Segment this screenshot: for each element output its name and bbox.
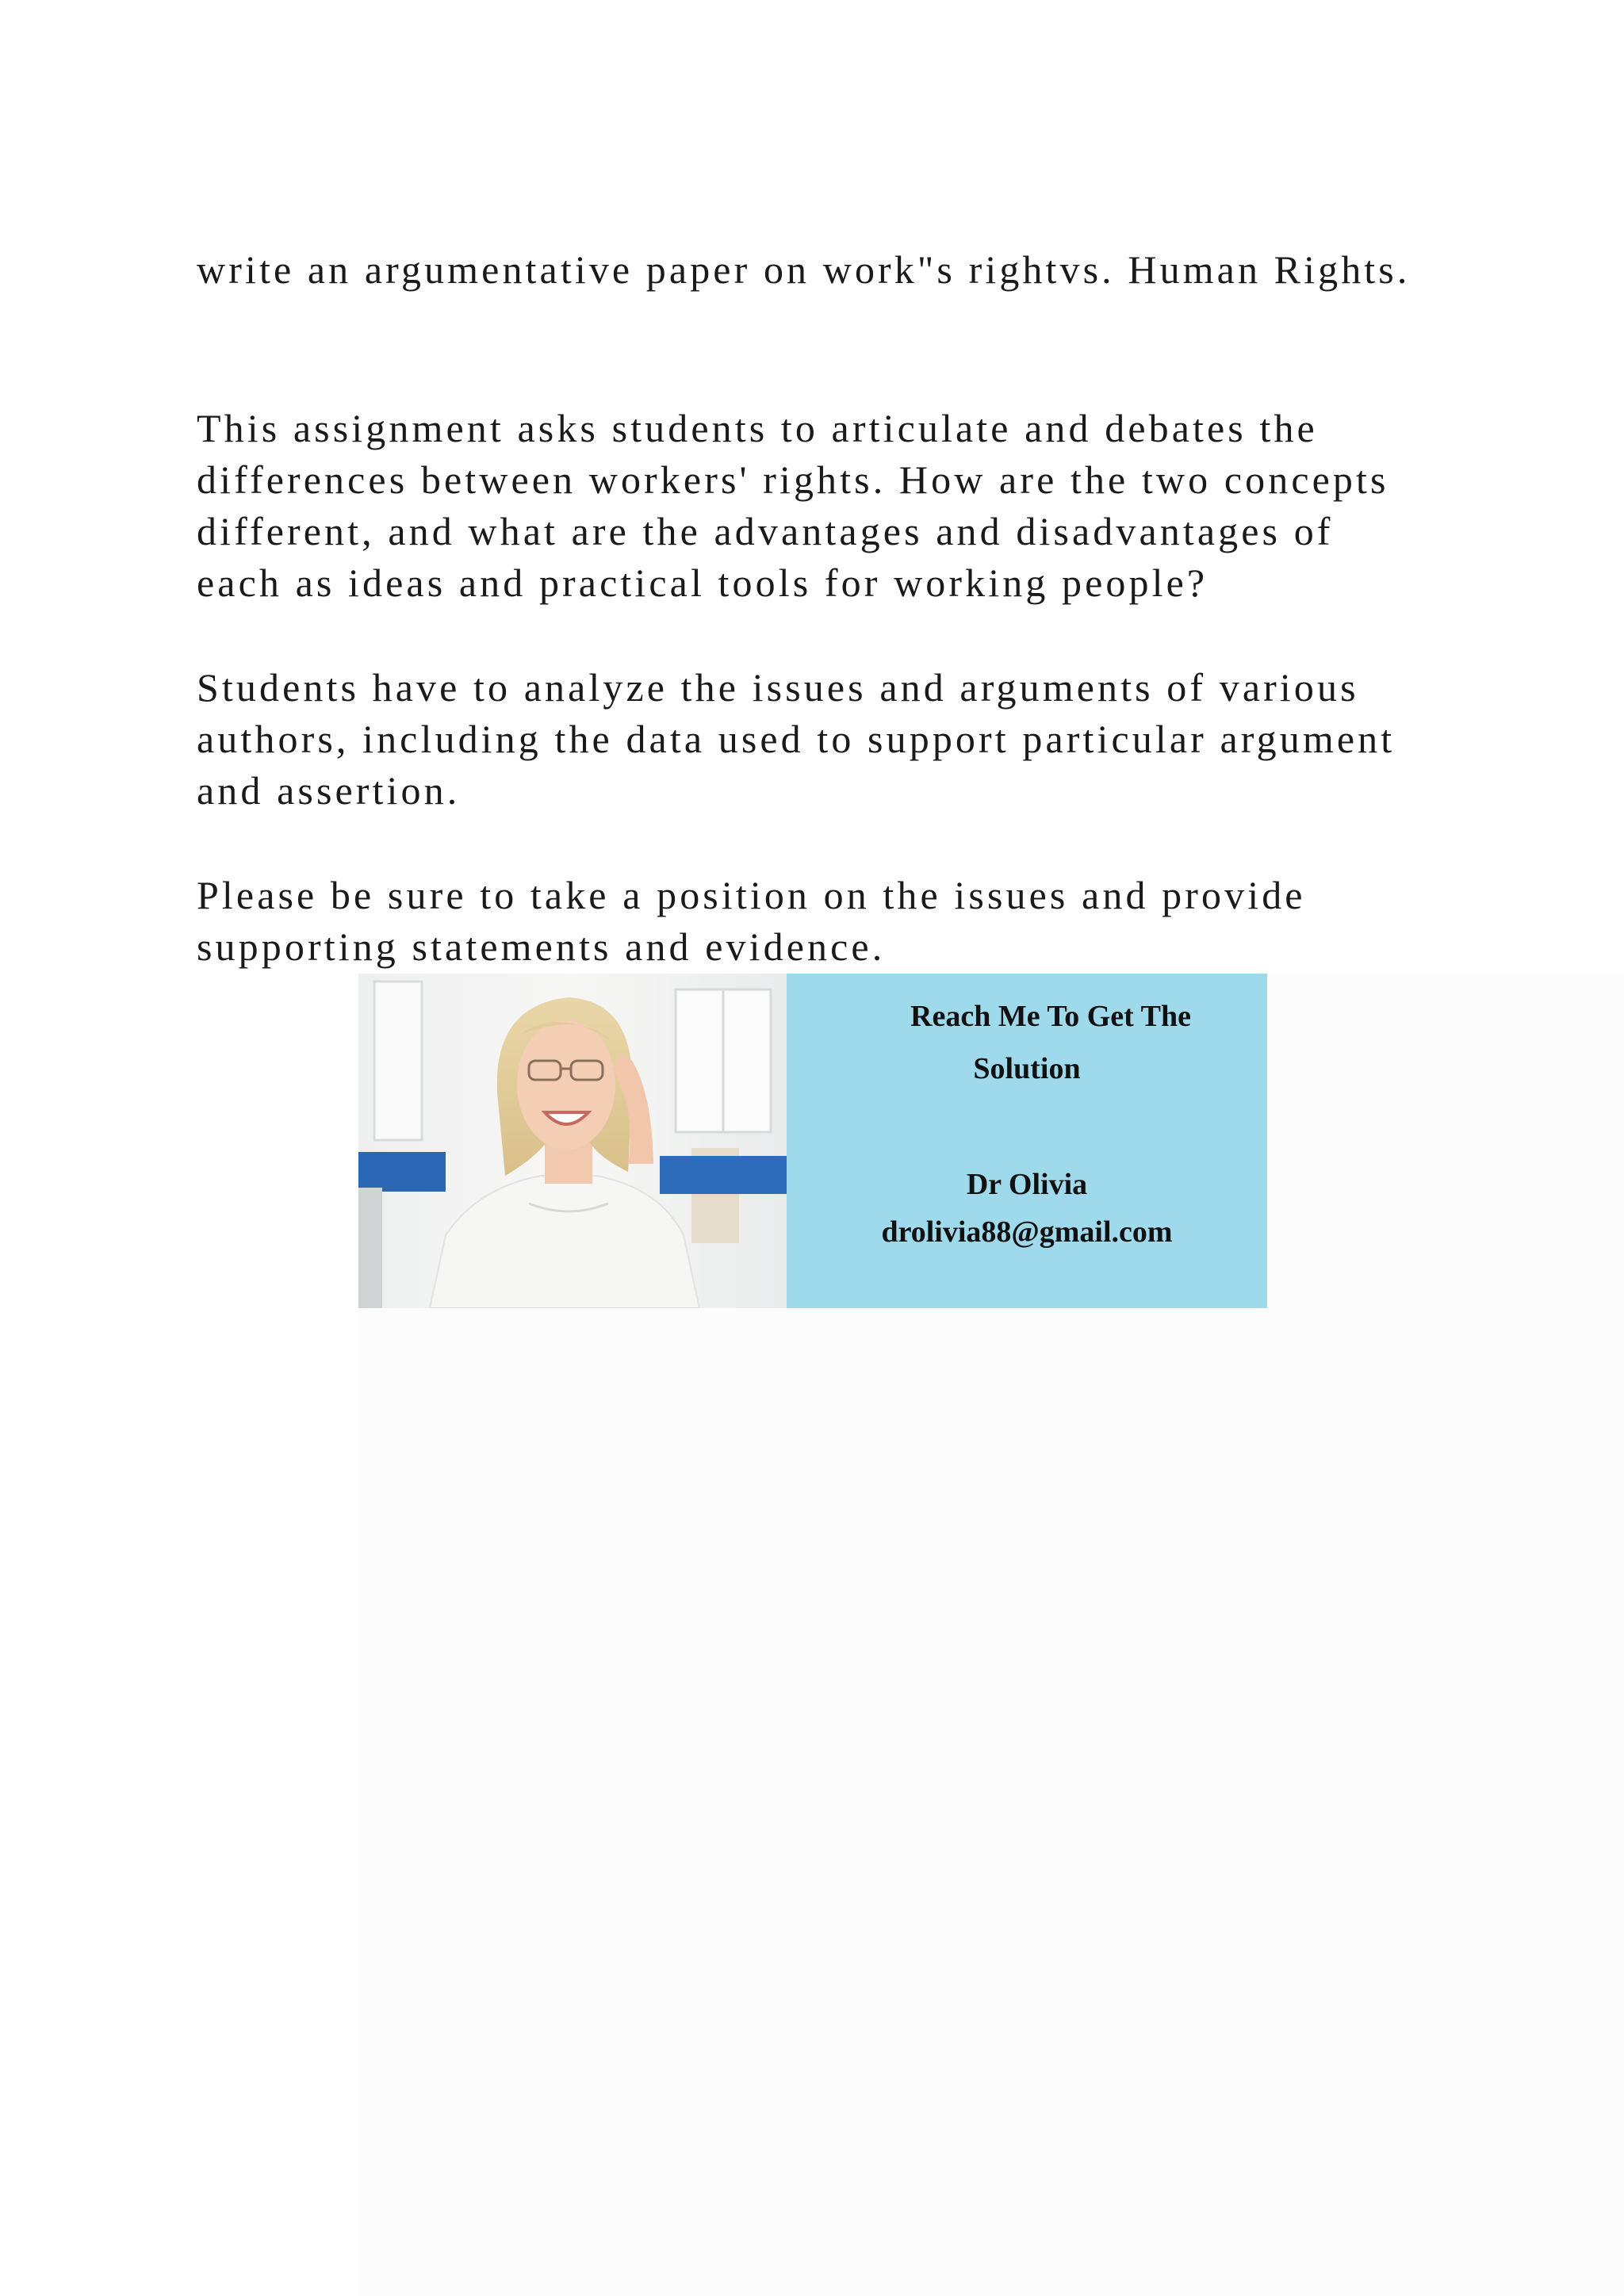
promo-heading-line2: Solution — [973, 1052, 1081, 1085]
contact-panel — [787, 974, 1267, 1308]
blank-area — [358, 1308, 1624, 2296]
promo-banner[interactable] — [358, 974, 1267, 1308]
blank-area-right — [1267, 974, 1624, 1308]
assignment-title: write an argumentative paper on work"s rightvs. Human Rights. — [197, 247, 1411, 292]
paragraph-3: Please be sure to take a position on the issues and provide supporting statements and evidence. — [197, 873, 1306, 969]
woman-photo — [358, 974, 787, 1308]
paragraph-1: This assignment asks students to articulate and debates the differences between workers' rights. How are the two concepts different, and what are the advantages and disadvantages of each as ideas and practical tools for working people? — [197, 406, 1389, 605]
paragraph-2: Students have to analyze the issues and arguments of various authors, including the data used to support particular argument and assertion. — [197, 665, 1396, 813]
promo-heading-line1: Reach Me To Get The — [910, 1000, 1191, 1033]
contact-email[interactable]: drolivia88@gmail.com — [881, 1215, 1173, 1249]
contact-name: Dr Olivia — [966, 1168, 1088, 1201]
